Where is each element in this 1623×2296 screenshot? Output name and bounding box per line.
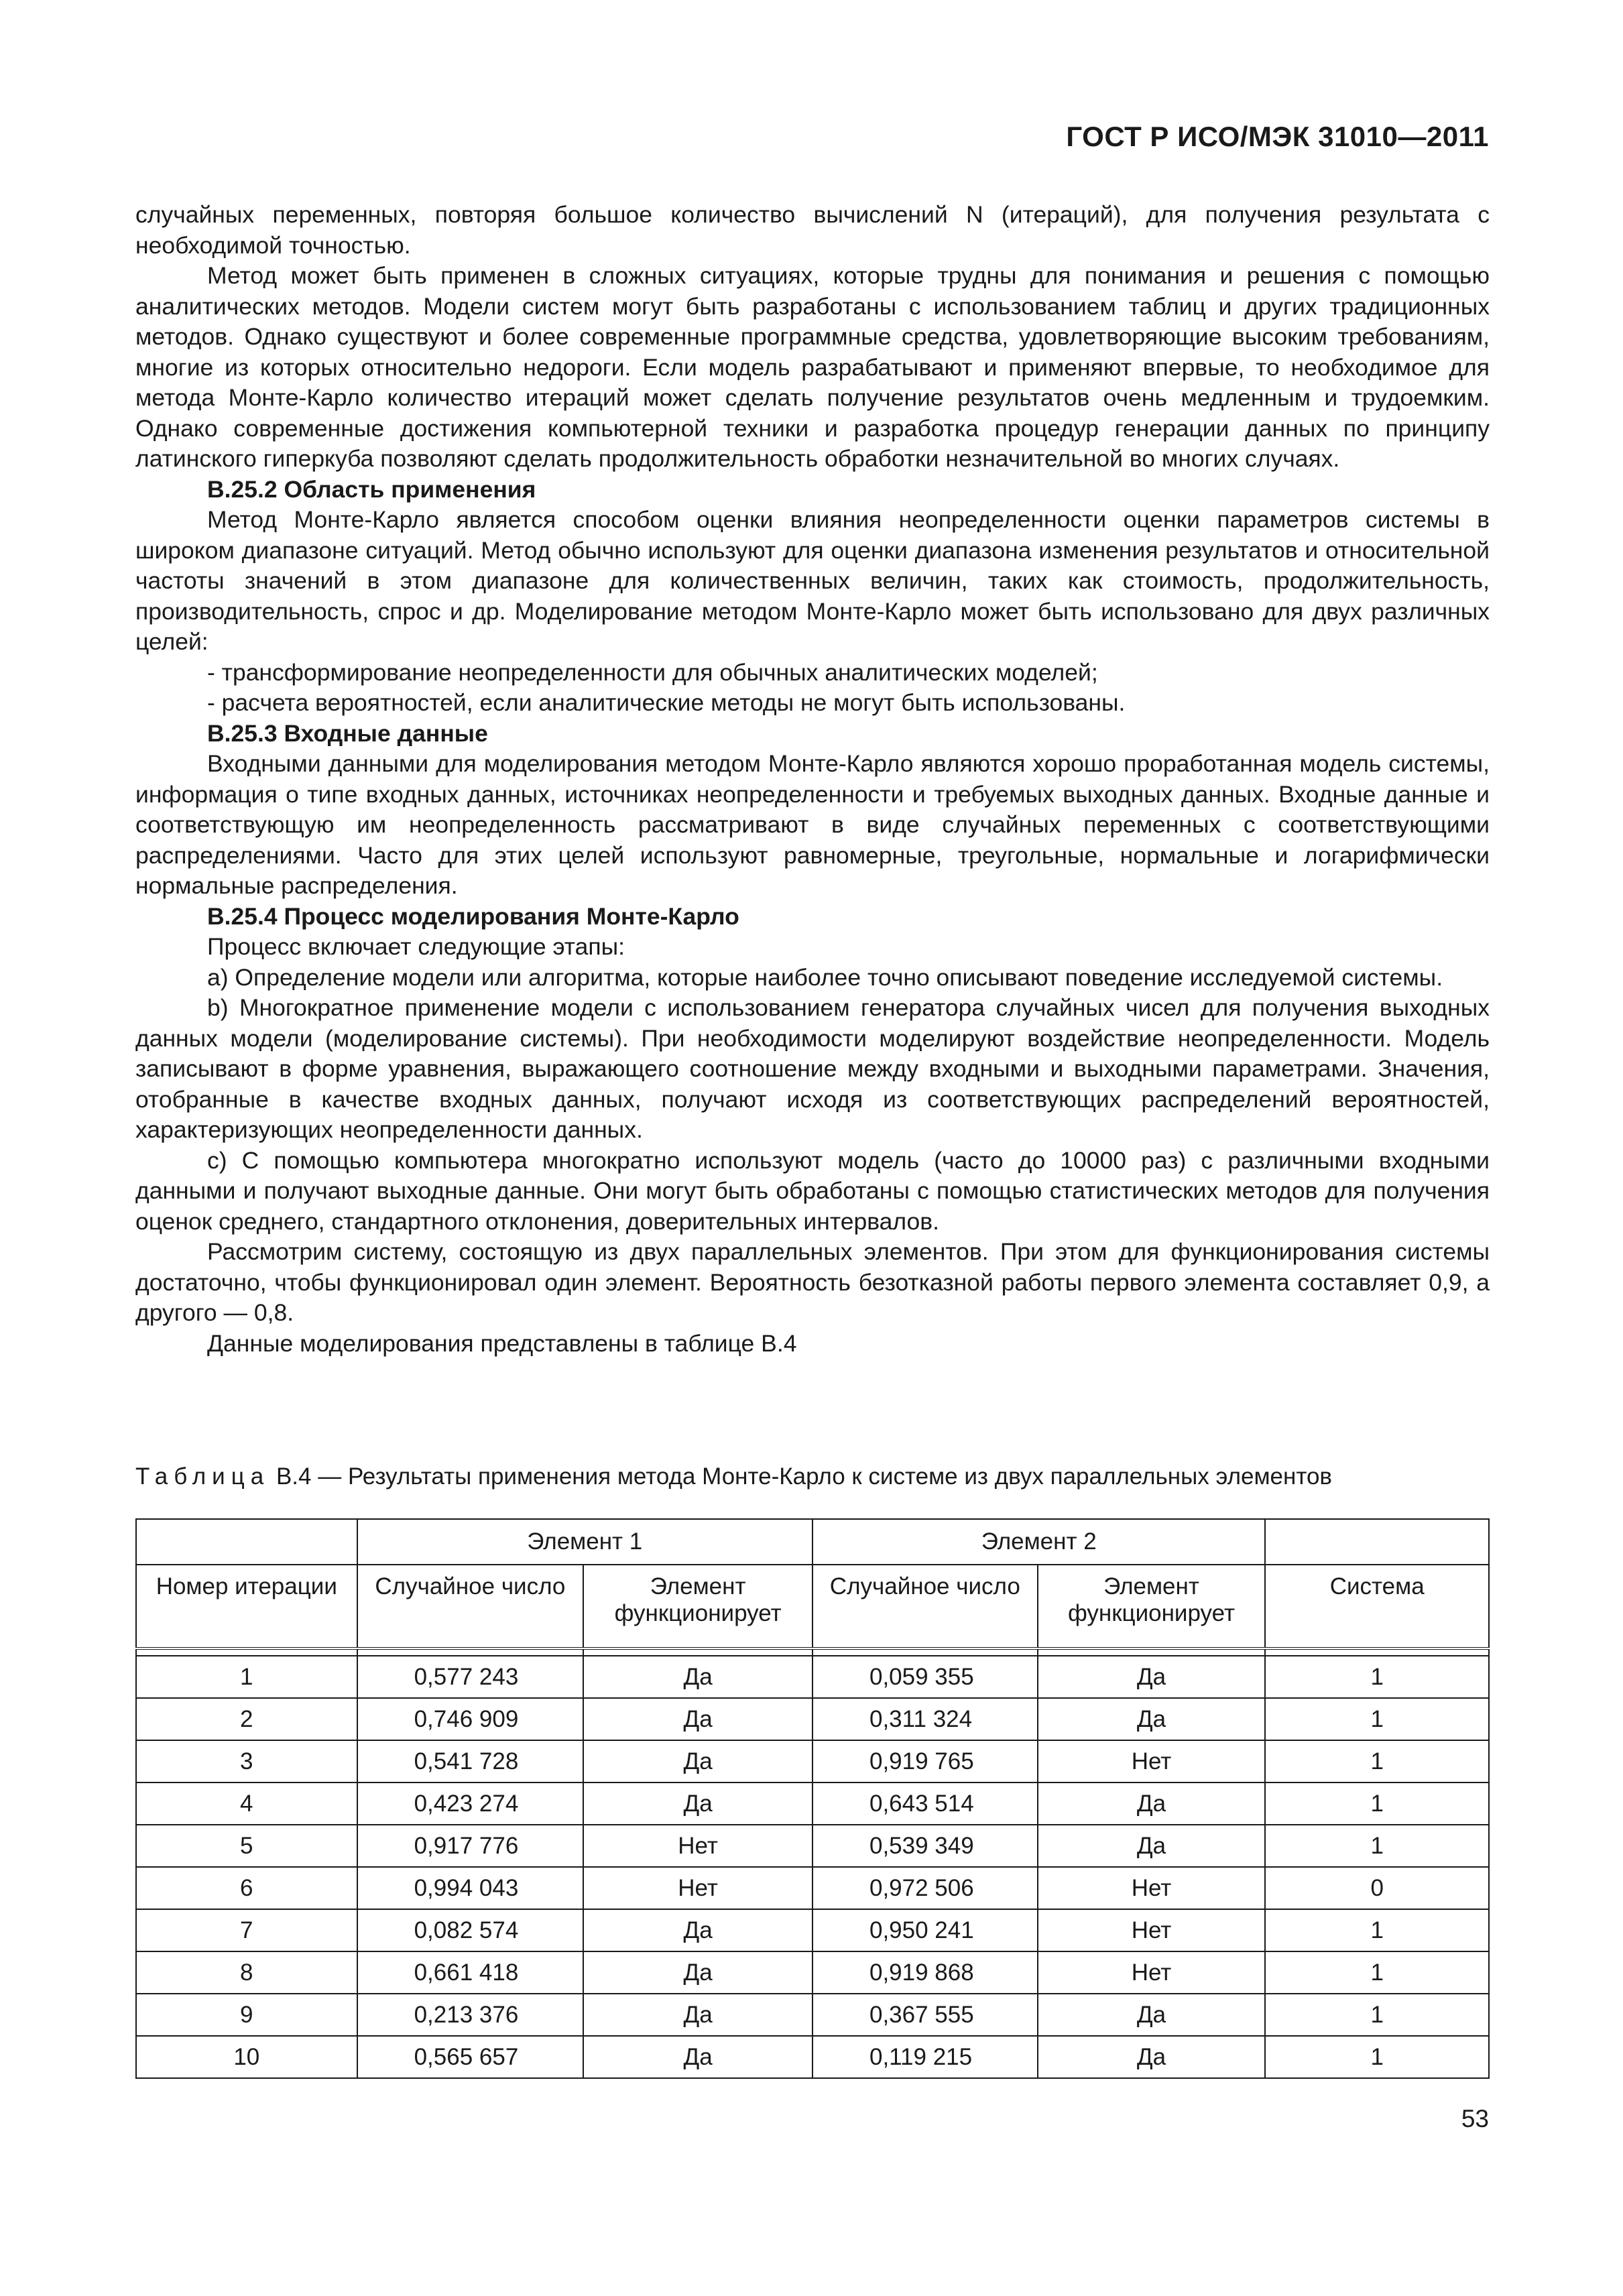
table-header-row bbox=[136, 1565, 1489, 1648]
element-works-cell: Да bbox=[583, 1656, 813, 1698]
element-works-cell: Нет bbox=[583, 1867, 813, 1909]
table-row bbox=[136, 1825, 1489, 1867]
table-group-header-row bbox=[136, 1519, 1489, 1565]
iteration-cell: 8 bbox=[136, 1951, 357, 1994]
table-body bbox=[136, 1648, 1489, 2078]
random-number-cell: 0,746 909 bbox=[357, 1698, 584, 1740]
table-header-cell bbox=[1265, 1519, 1489, 1565]
table-separator-cell bbox=[357, 1648, 584, 1656]
table-separator-cell bbox=[583, 1648, 813, 1656]
paragraph: а) Определение модели или алгоритма, которые наиболее точно описывают поведение исследуемой системы. bbox=[207, 963, 1443, 991]
system-cell: 1 bbox=[1265, 1951, 1489, 1994]
random-number-cell: 0,917 776 bbox=[357, 1825, 584, 1867]
paragraph: Данные моделирования представлены в таблице В.4 bbox=[207, 1329, 797, 1357]
random-number-cell: 0,059 355 bbox=[813, 1656, 1038, 1698]
random-number-cell: 0,311 324 bbox=[813, 1698, 1038, 1740]
table-header-cell: Элемент 1 bbox=[357, 1519, 813, 1565]
table-caption-text: В.4 — Результаты применения метода Монте-Карло к системе из двух параллельных элементов bbox=[269, 1463, 1333, 1490]
element-works-cell: Да bbox=[1038, 2036, 1266, 2078]
table-separator-cell bbox=[1265, 1648, 1489, 1656]
random-number-cell: 0,577 243 bbox=[357, 1656, 584, 1698]
paragraph: b) Многократное применение модели с использованием генератора случайных чисел для получения выходных данных модели (моделирование системы). При необходимости моделируют воздействие неопределенности. Модель записывают в форме уравнения, выражающего соотношение между входными и выходными параметрами. Значения, отобранные в качестве входных данных, получают исходя из соответствующих распределений вероятностей, характеризующих неопределенности данных. bbox=[135, 994, 1490, 1143]
random-number-cell: 0,919 765 bbox=[813, 1740, 1038, 1783]
table-header-cell: Элемент функционирует bbox=[583, 1565, 813, 1648]
system-cell: 1 bbox=[1265, 1656, 1489, 1698]
paragraph: Метод может быть применен в сложных ситуациях, которые трудны для понимания и решения с помощью аналитических методов. Модели систем могут быть разработаны с использованием таблиц и других традиционных методов. Однако существуют и более современные программные средства, удовлетворяющие высоким требованиям, многие из которых относительно недороги. Если модель разрабатывают и применяют впервые, то необходимое для метода Монте-Карло количество итераций может сделать получение результатов очень медленным и трудоемким. Однако современные достижения компьютерной техники и разработка процедур генерации данных по принципу латинского гиперкуба позволяют сделать продолжительность обработки незначительной во многих случаях. bbox=[135, 262, 1490, 472]
table-separator-cell bbox=[136, 1648, 357, 1656]
table-row bbox=[136, 1867, 1489, 1909]
random-number-cell: 0,539 349 bbox=[813, 1825, 1038, 1867]
element-works-cell: Да bbox=[583, 1783, 813, 1825]
table-header-cell: Элемент 2 bbox=[813, 1519, 1265, 1565]
page-number: 53 bbox=[1461, 2105, 1489, 2132]
table-separator-row bbox=[136, 1648, 1489, 1656]
table-header-cell: Элемент функционирует bbox=[1038, 1565, 1266, 1648]
table-row bbox=[136, 2036, 1489, 2078]
element-works-cell: Да bbox=[583, 1951, 813, 1994]
system-cell: 1 bbox=[1265, 1698, 1489, 1740]
element-works-cell: Нет bbox=[1038, 1867, 1266, 1909]
random-number-cell: 0,919 868 bbox=[813, 1951, 1038, 1994]
iteration-cell: 3 bbox=[136, 1740, 357, 1783]
random-number-cell: 0,541 728 bbox=[357, 1740, 584, 1783]
system-cell: 1 bbox=[1265, 2036, 1489, 2078]
element-works-cell: Да bbox=[583, 1994, 813, 2036]
random-number-cell: 0,950 241 bbox=[813, 1909, 1038, 1951]
random-number-cell: 0,661 418 bbox=[357, 1951, 584, 1994]
element-works-cell: Нет bbox=[1038, 1951, 1266, 1994]
random-number-cell: 0,367 555 bbox=[813, 1994, 1038, 2036]
random-number-cell: 0,119 215 bbox=[813, 2036, 1038, 2078]
element-works-cell: Да bbox=[583, 1698, 813, 1740]
table-header-cell bbox=[136, 1519, 357, 1565]
random-number-cell: 0,423 274 bbox=[357, 1783, 584, 1825]
table-row bbox=[136, 1783, 1489, 1825]
section-heading: В.25.3 Входные данные bbox=[207, 719, 488, 747]
bullet-item: - трансформирование неопределенности для обычных аналитических моделей; bbox=[207, 658, 1098, 686]
system-cell: 1 bbox=[1265, 1909, 1489, 1951]
system-cell: 0 bbox=[1265, 1867, 1489, 1909]
system-cell: 1 bbox=[1265, 1994, 1489, 2036]
element-works-cell: Да bbox=[1038, 1994, 1266, 2036]
iteration-cell: 1 bbox=[136, 1656, 357, 1698]
table-header-cell: Случайное число bbox=[813, 1565, 1038, 1648]
element-works-cell: Да bbox=[1038, 1656, 1266, 1698]
random-number-cell: 0,643 514 bbox=[813, 1783, 1038, 1825]
table-header-cell: Система bbox=[1265, 1565, 1489, 1648]
iteration-cell: 2 bbox=[136, 1698, 357, 1740]
table-row bbox=[136, 1951, 1489, 1994]
element-works-cell: Да bbox=[583, 2036, 813, 2078]
paragraph: случайных переменных, повторяя большое количество вычислений N (итераций), для получения результата с необходимой точностью. bbox=[135, 201, 1490, 259]
paragraph: Рассмотрим систему, состоящую из двух параллельных элементов. При этом для функционирования системы достаточно, чтобы функционировал один элемент. Вероятность безотказной работы первого элемента составляет 0,9, а другого — 0,8. bbox=[135, 1238, 1490, 1326]
standard-header: ГОСТ Р ИСО/МЭК 31010—2011 bbox=[1066, 121, 1489, 152]
iteration-cell: 9 bbox=[136, 1994, 357, 2036]
random-number-cell: 0,972 506 bbox=[813, 1867, 1038, 1909]
iteration-cell: 10 bbox=[136, 2036, 357, 2078]
table-separator-cell bbox=[813, 1648, 1038, 1656]
element-works-cell: Нет bbox=[1038, 1740, 1266, 1783]
table-header-cell: Случайное число bbox=[357, 1565, 584, 1648]
section-heading: В.25.4 Процесс моделирования Монте-Карло bbox=[207, 902, 739, 930]
element-works-cell: Нет bbox=[583, 1825, 813, 1867]
table-row bbox=[136, 1656, 1489, 1698]
table-row bbox=[136, 1740, 1489, 1783]
system-cell: 1 bbox=[1265, 1740, 1489, 1783]
table-row bbox=[136, 1994, 1489, 2036]
element-works-cell: Да bbox=[583, 1909, 813, 1951]
element-works-cell: Да bbox=[583, 1740, 813, 1783]
paragraph: Входными данными для моделирования методом Монте-Карло являются хорошо проработанная модель системы, информация о типе входных данных, источниках неопределенности и требуемых выходных данных. Входные данные и соответствующую им неопределенность рассматривают в виде случайных переменных с соответствующими распределениями. Часто для этих целей используют равномерные, треугольные, нормальные и логарифмически нормальные распределения. bbox=[135, 750, 1490, 899]
iteration-cell: 6 bbox=[136, 1867, 357, 1909]
paragraph: с) С помощью компьютера многократно используют модель (часто до 10000 раз) с различными входными данными и получают выходные данные. Они могут быть обработаны с помощью статистических методов для получения оценок среднего, стандартного отклонения, доверительных интервалов. bbox=[135, 1146, 1490, 1235]
random-number-cell: 0,213 376 bbox=[357, 1994, 584, 2036]
system-cell: 1 bbox=[1265, 1825, 1489, 1867]
system-cell: 1 bbox=[1265, 1783, 1489, 1825]
bullet-item: - расчета вероятностей, если аналитические методы не могут быть использованы. bbox=[207, 689, 1126, 716]
table-caption bbox=[135, 1463, 1490, 1490]
paragraph: Метод Монте-Карло является способом оценки влияния неопределенности оценки параметров системы в широком диапазоне ситуаций. Метод обычно используют для оценки диапазона изменения результатов и относительной частоты значений в этом диапазоне для количественных величин, таких как стоимость, продолжительность, производительность, спрос и др. Моделирование методом Монте-Карло может быть использовано для двух различных целей: bbox=[135, 506, 1490, 655]
element-works-cell: Нет bbox=[1038, 1909, 1266, 1951]
element-works-cell: Да bbox=[1038, 1783, 1266, 1825]
table-row bbox=[136, 1909, 1489, 1951]
table-row bbox=[136, 1698, 1489, 1740]
iteration-cell: 5 bbox=[136, 1825, 357, 1867]
paragraph: Процесс включает следующие этапы: bbox=[207, 933, 625, 960]
random-number-cell: 0,994 043 bbox=[357, 1867, 584, 1909]
table-separator-cell bbox=[1038, 1648, 1266, 1656]
results-table bbox=[135, 1518, 1490, 2079]
element-works-cell: Да bbox=[1038, 1698, 1266, 1740]
section-heading: В.25.2 Область применения bbox=[207, 475, 536, 503]
iteration-cell: 7 bbox=[136, 1909, 357, 1951]
iteration-cell: 4 bbox=[136, 1783, 357, 1825]
table-caption-word: Таблица bbox=[135, 1463, 270, 1490]
body-text bbox=[135, 200, 1490, 1359]
random-number-cell: 0,082 574 bbox=[357, 1909, 584, 1951]
random-number-cell: 0,565 657 bbox=[357, 2036, 584, 2078]
table-header-cell: Номер итерации bbox=[136, 1565, 357, 1648]
element-works-cell: Да bbox=[1038, 1825, 1266, 1867]
